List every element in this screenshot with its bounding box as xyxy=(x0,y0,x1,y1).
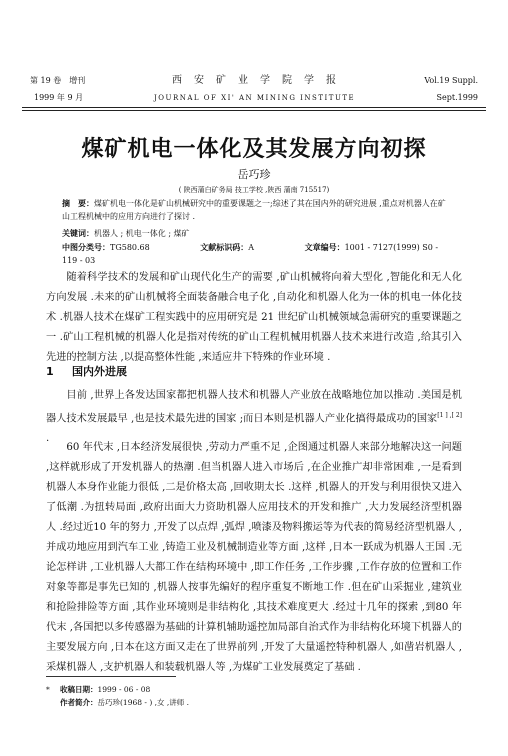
clc xyxy=(62,243,174,252)
citation-ref: [1 ] ,[ 2] xyxy=(437,412,462,419)
footnote-author xyxy=(60,697,189,709)
article-number-label: 文章编号： xyxy=(304,243,345,252)
article-number-value: 1001 - 7127(1999) S0 - 119 - 03 xyxy=(62,243,439,265)
doc-code-value: A xyxy=(248,243,255,252)
date-cn: 1999 年 9 月 xyxy=(34,93,84,102)
volume-cn: 第 19 卷 增刊 xyxy=(30,76,86,85)
section-title: 国内外进展 xyxy=(72,365,127,378)
journal-name-cn: 西安矿业学院学报 xyxy=(172,75,348,86)
abstract-label: 摘 要： xyxy=(62,199,94,208)
footnote-received xyxy=(46,684,151,696)
section-number: 1 xyxy=(46,365,54,378)
author-bio-label: 作者简介： xyxy=(60,698,98,707)
paragraph-3: 60 年代末 ,日本经济发展很快 ,劳动力严重不足 ,企图通过机器人来部分地解决这一问题 ,这样就形成了开发机器人的热潮 .但当机器人进入市场后 ,在企业推广却非常困难 ,一是看到机器人本身作业能力很低 ,二是价格太高 ,回收期太长 .这样 ,机器人的开发与利用很快又进入了低潮 .为扭转局面 ,政府出面大力资助机器人应用技术的开发和推广 ,大力发展经济型机器人 .经过近10 年的努力 ,开发了以点焊 ,弧焊 ,喷漆及物料搬运等为代表的简易经济型机器人 ,并成功地应用到汽车工业 ,铸造工业及机械制造业等方面 ,这样 ,日本一跃成为机器人王国 .无论怎样讲 ,工业机器人大都工作在结构环境中 ,即工作任务 ,工作步骤 ,工作存放的位置和工作对象等都是事先已知的 ,机器人按事先编好的程序重复不断地工作 .但在矿山采掘业 ,建筑业和抢险排险等方面 ,其作业环境则是非结构化 ,其技术难度更大 .经过十几年的探索 ,到80 年代末 ,各国把以多传感器为基础的计算机辅助遥控加局部自治式作为非结构化环境下机器人的主要发展方向 ,日本在这方面又走在了世界前列 ,开发了大量遥控特种机器人 ,如凿岩机器人 ,采煤机器人 ,支护机器人和装载机器人等 ,为煤矿工业发展奠定了基础 . xyxy=(46,442,462,673)
section-heading xyxy=(46,363,127,379)
author-affiliation: ( 陕西蒲白矿务局 技工学校 ,陕西 蒲南 715517) xyxy=(178,186,330,194)
keywords-label: 关键词： xyxy=(62,229,94,238)
header-rule-top xyxy=(22,107,486,108)
keywords-text: 机器人 ; 机电一体化 ; 煤矿 xyxy=(94,229,190,238)
keywords xyxy=(62,227,446,240)
footnote-rule xyxy=(46,676,176,677)
intro-paragraph-block xyxy=(46,268,462,368)
doc-code xyxy=(200,243,278,252)
abstract xyxy=(62,197,446,223)
journal-name-en: JOURNAL OF XI' AN MINING INSTITUTE xyxy=(154,94,356,102)
clc-label: 中图分类号： xyxy=(62,243,110,252)
author-bio-value: 岳巧珍(1968 - ) ,女 ,讲师 . xyxy=(97,698,190,707)
abstract-text: 煤矿机电一体化是矿山机械研究中的重要课题之一;综述了其在国内外的研究进展 ,重点对机器人在矿山工程机械中的应用方向进行了探讨 . xyxy=(62,199,446,221)
received-label: 收稿日期： xyxy=(60,685,98,694)
footnote-marker: * xyxy=(46,685,50,694)
author-name: 岳巧珍 xyxy=(237,168,271,181)
clc-value: TG580.68 xyxy=(110,243,150,252)
doc-code-label: 文献标识码： xyxy=(200,243,249,252)
paragraph-2-end: . xyxy=(46,433,50,445)
running-header xyxy=(22,76,486,106)
date-en: Sept.1999 xyxy=(436,93,478,102)
classification-line xyxy=(62,241,446,267)
volume-en: Vol.19 Suppl. xyxy=(424,76,478,85)
paragraph-2-text: 目前 ,世界上各发达国家都把机器人技术和机器人产业放在战略地位加以推动 .美国是机器人技术发展最早 ,也是技术最先进的国家 ;而日本则是机器人产业化搞得最成功的国家 xyxy=(46,390,462,425)
intro-paragraph: 随着科学技术的发展和矿山现代化生产的需要 ,矿山机械将向着大型化 ,智能化和无人化方向发展 .未来的矿山机械将全面装备融合电子化 ,自动化和机器人化为一体的机电一体化技术 .机器人技术在煤矿工程实践中的应用研究是 21 世纪矿山机械领域急需研究的重要课题之一 .矿山工程机械的机器人化是指对传统的矿山工程机械用机器人技术来进行改造 ,给其引入先进的控制方法 ,以提高整体性能 ,来适应井下特殊的作业环境 . xyxy=(46,272,462,363)
article-title: 煤矿机电一体化及其发展方向初探 xyxy=(81,137,427,162)
received-value: 1999 - 06 - 08 xyxy=(97,685,151,694)
header-rule-bottom xyxy=(22,110,486,111)
paragraph-3-block xyxy=(46,438,462,678)
